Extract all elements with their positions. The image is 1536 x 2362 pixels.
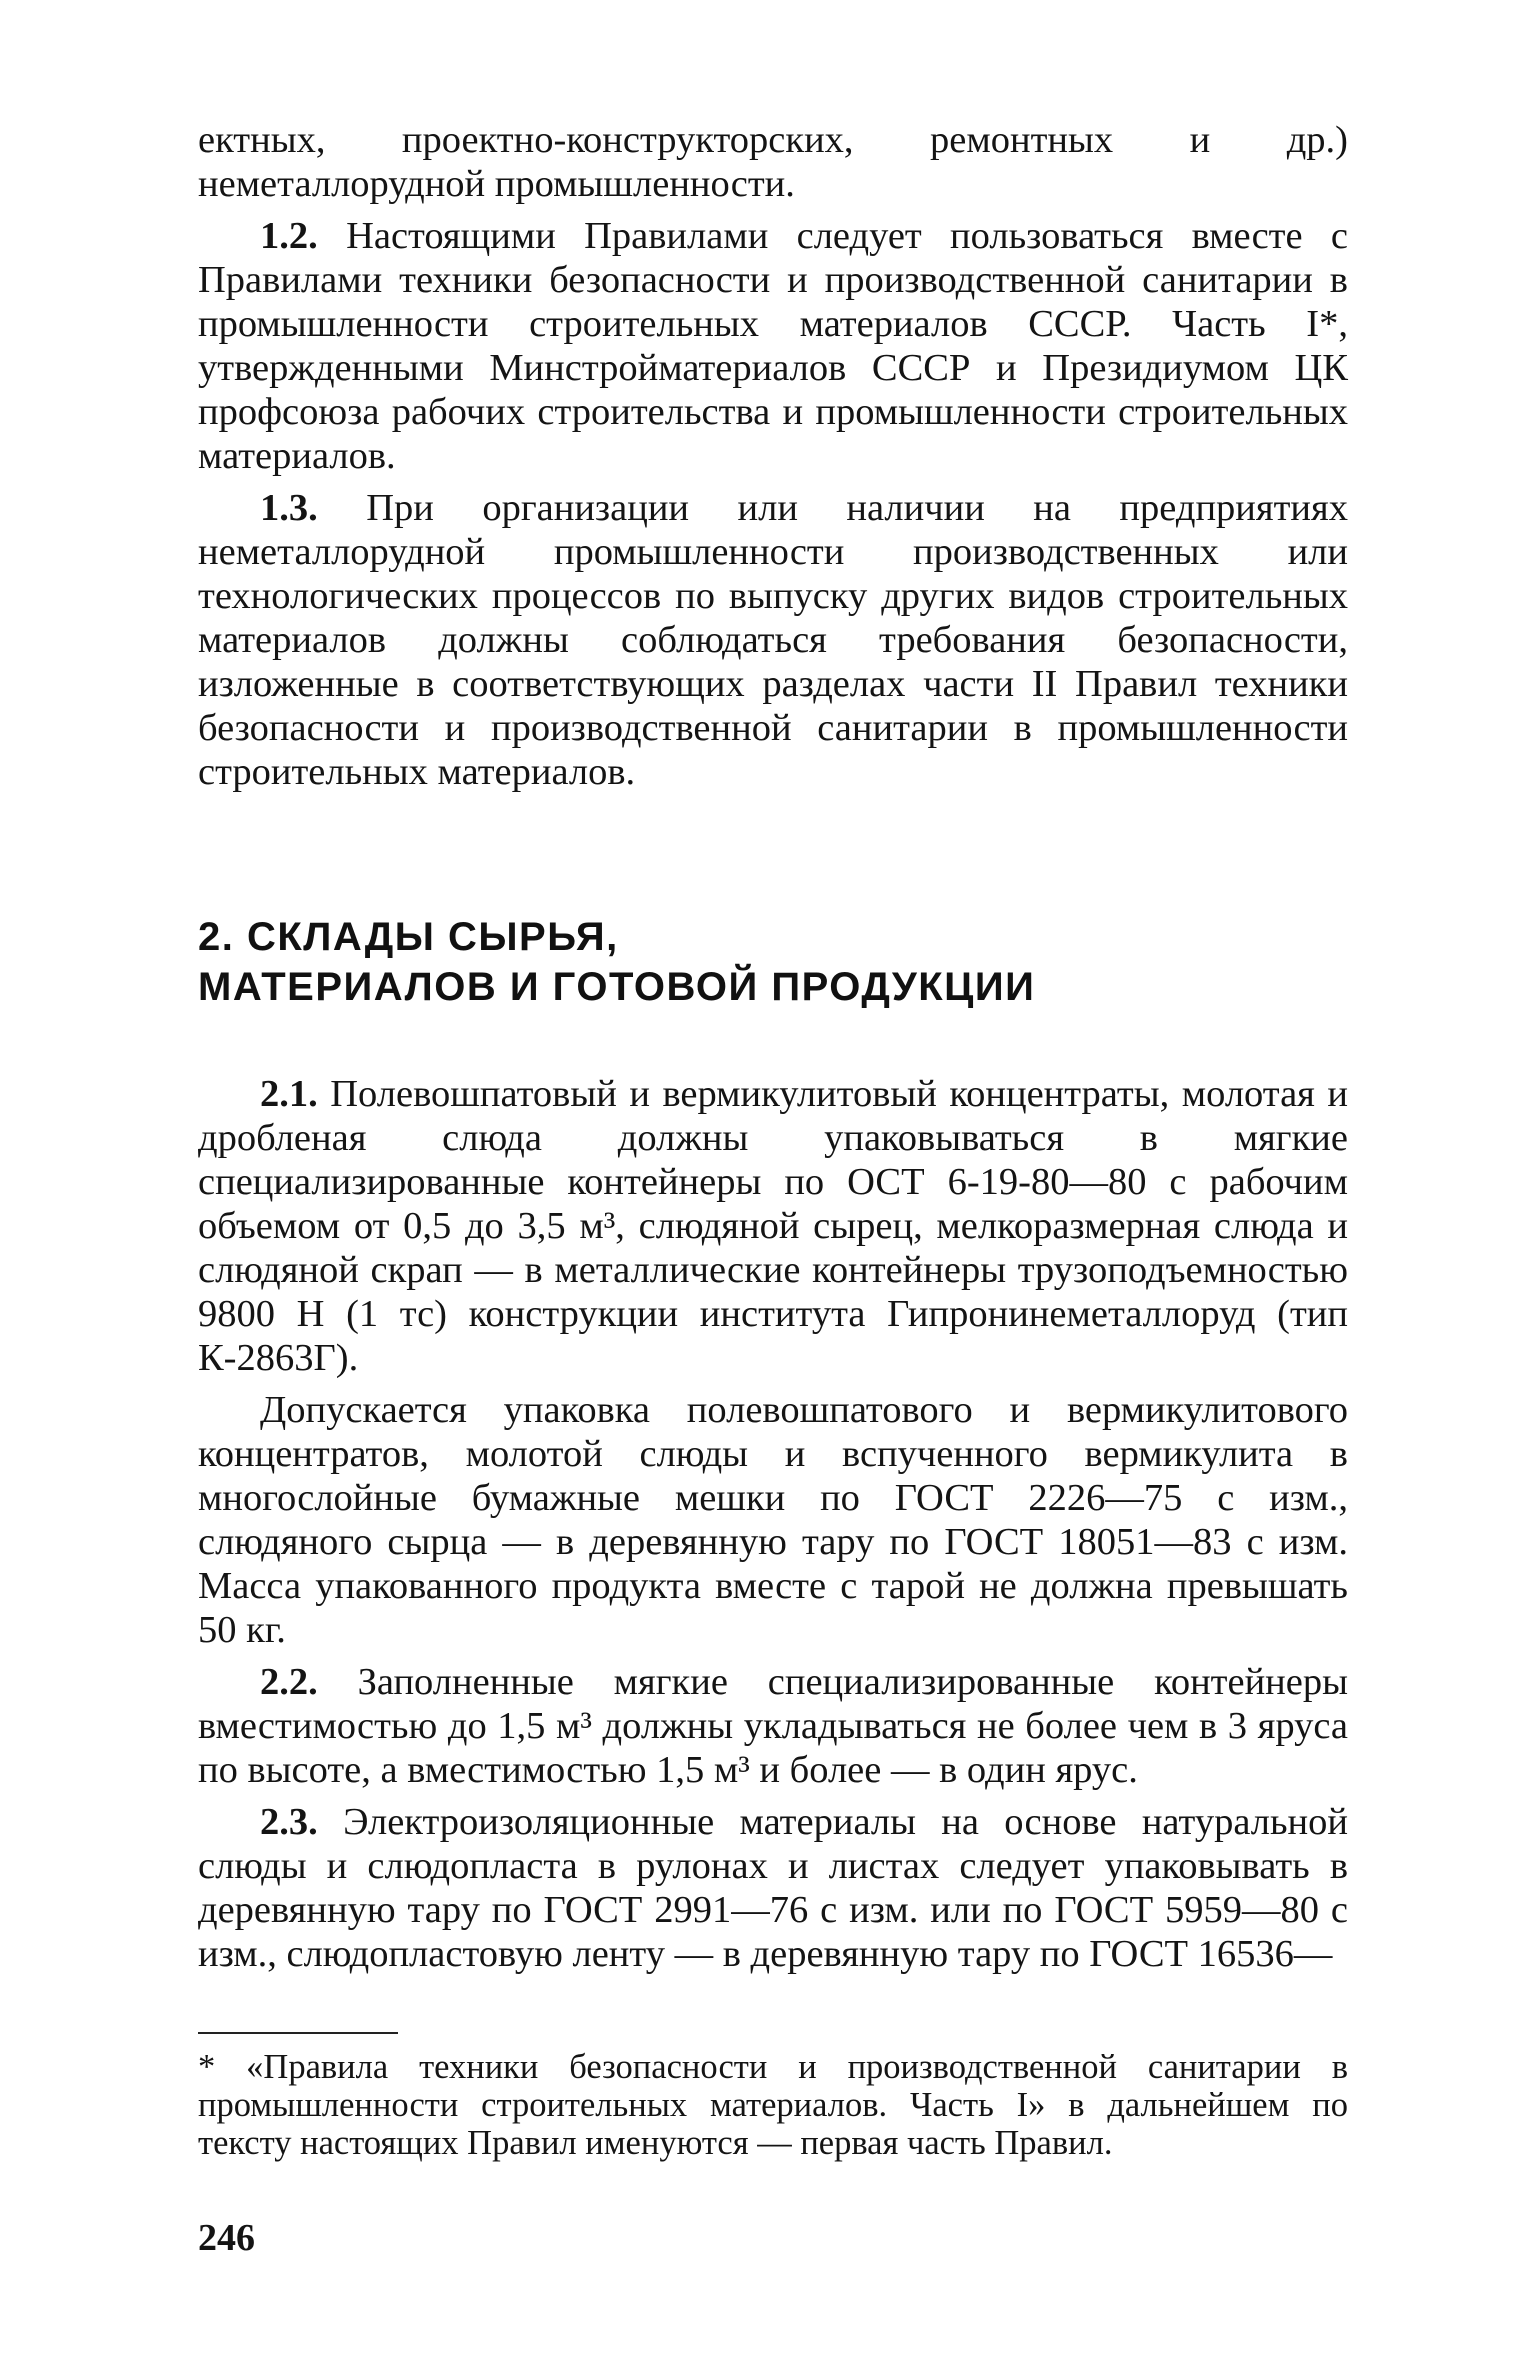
- clause-text-2-2: Заполненные мягкие специализированные контейнеры вместимостью до 1,5 м³ должны укладываться не более чем в 3 яруса по высоте, а вместимостью 1,5 м³ и более — в один ярус.: [198, 1661, 1348, 1791]
- clause-text-2-1: Полевошпатовый и вермикулитовый концентраты, молотая и дробленая слюда должны упаковываться в мягкие специализированные контейнеры по ОСТ 6-19-80—80 с рабочим объемом от 0,5 до 3,5 м³, слюдяной сырец, мелкоразмерная слюда и слюдяной скрап — в металлические контейнеры трузоподъемностью 9800 Н (1 тс) конструкции института Гипронинеметаллоруд (тип К-2863Г).: [198, 1073, 1348, 1379]
- clause-text-1-2: Настоящими Правилами следует пользоваться вместе с Правилами техники безопасности и производственной санитарии в промышленности строительных материалов СССР. Часть I*, утвержденными Минстройматериалов СССР и Президиумом ЦК профсоюза рабочих строительства и промышленности строительных материалов.: [198, 215, 1348, 477]
- paragraph-2-2: [198, 1660, 1348, 1792]
- page-number: 246: [198, 2217, 255, 2259]
- section-heading-line-1: 2. СКЛАДЫ СЫРЬЯ,: [198, 915, 619, 959]
- clause-number-2-2: 2.2.: [260, 1661, 318, 1703]
- clause-number-1-2: 1.2.: [260, 215, 318, 257]
- paragraph-2-1: [198, 1072, 1348, 1380]
- clause-text-1-3: При организации или наличии на предприятиях неметаллорудной промышленности производственных или технологических процессов по выпуску других видов строительных материалов должны соблюдаться требования безопасности, изложенные в соответствующих разделах части II Правил техники безопасности и производственной санитарии в промышленности строительных материалов.: [198, 487, 1348, 793]
- document-page: [198, 118, 1348, 2260]
- paragraph-intro-continuation: ектных, проектно-конструкторских, ремонтных и др.) неметаллорудной промышленности.: [198, 119, 1348, 205]
- clause-text-2-3: Электроизоляционные материалы на основе натуральной слюды и слюдопласта в рулонах и листах следует упаковывать в деревянную тару по ГОСТ 2991—76 с изм. или по ГОСТ 5959—80 с изм., слюдопластовую ленту — в деревянную тару по ГОСТ 16536—: [198, 1801, 1348, 1975]
- footnote-divider: [198, 2032, 398, 2034]
- paragraph-2-1-continued: Допускается упаковка полевошпатового и вермикулитового концентратов, молотой слюды и вспученного вермикулита в многослойные бумажные мешки по ГОСТ 2226—75 с изм., слюдяного сырца — в деревянную тару по ГОСТ 18051—83 с изм. Масса упакованного продукта вместе с тарой не должна превышать 50 кг.: [198, 1389, 1348, 1651]
- paragraph-1-3: [198, 486, 1348, 794]
- paragraph-2-3: [198, 1800, 1348, 1976]
- section-heading-line-2: МАТЕРИАЛОВ И ГОТОВОЙ ПРОДУКЦИИ: [198, 965, 1036, 1009]
- clause-number-2-3: 2.3.: [260, 1801, 318, 1843]
- paragraph-1-2: [198, 214, 1348, 478]
- clause-number-2-1: 2.1.: [260, 1073, 318, 1115]
- footnote: * «Правила техники безопасности и производственной санитарии в промышленности строительных материалов. Часть I» в дальнейшем по тексту настоящих Правил именуются — первая часть Правил.: [198, 2048, 1348, 2162]
- section-heading: [198, 912, 1348, 1012]
- clause-number-1-3: 1.3.: [260, 487, 318, 529]
